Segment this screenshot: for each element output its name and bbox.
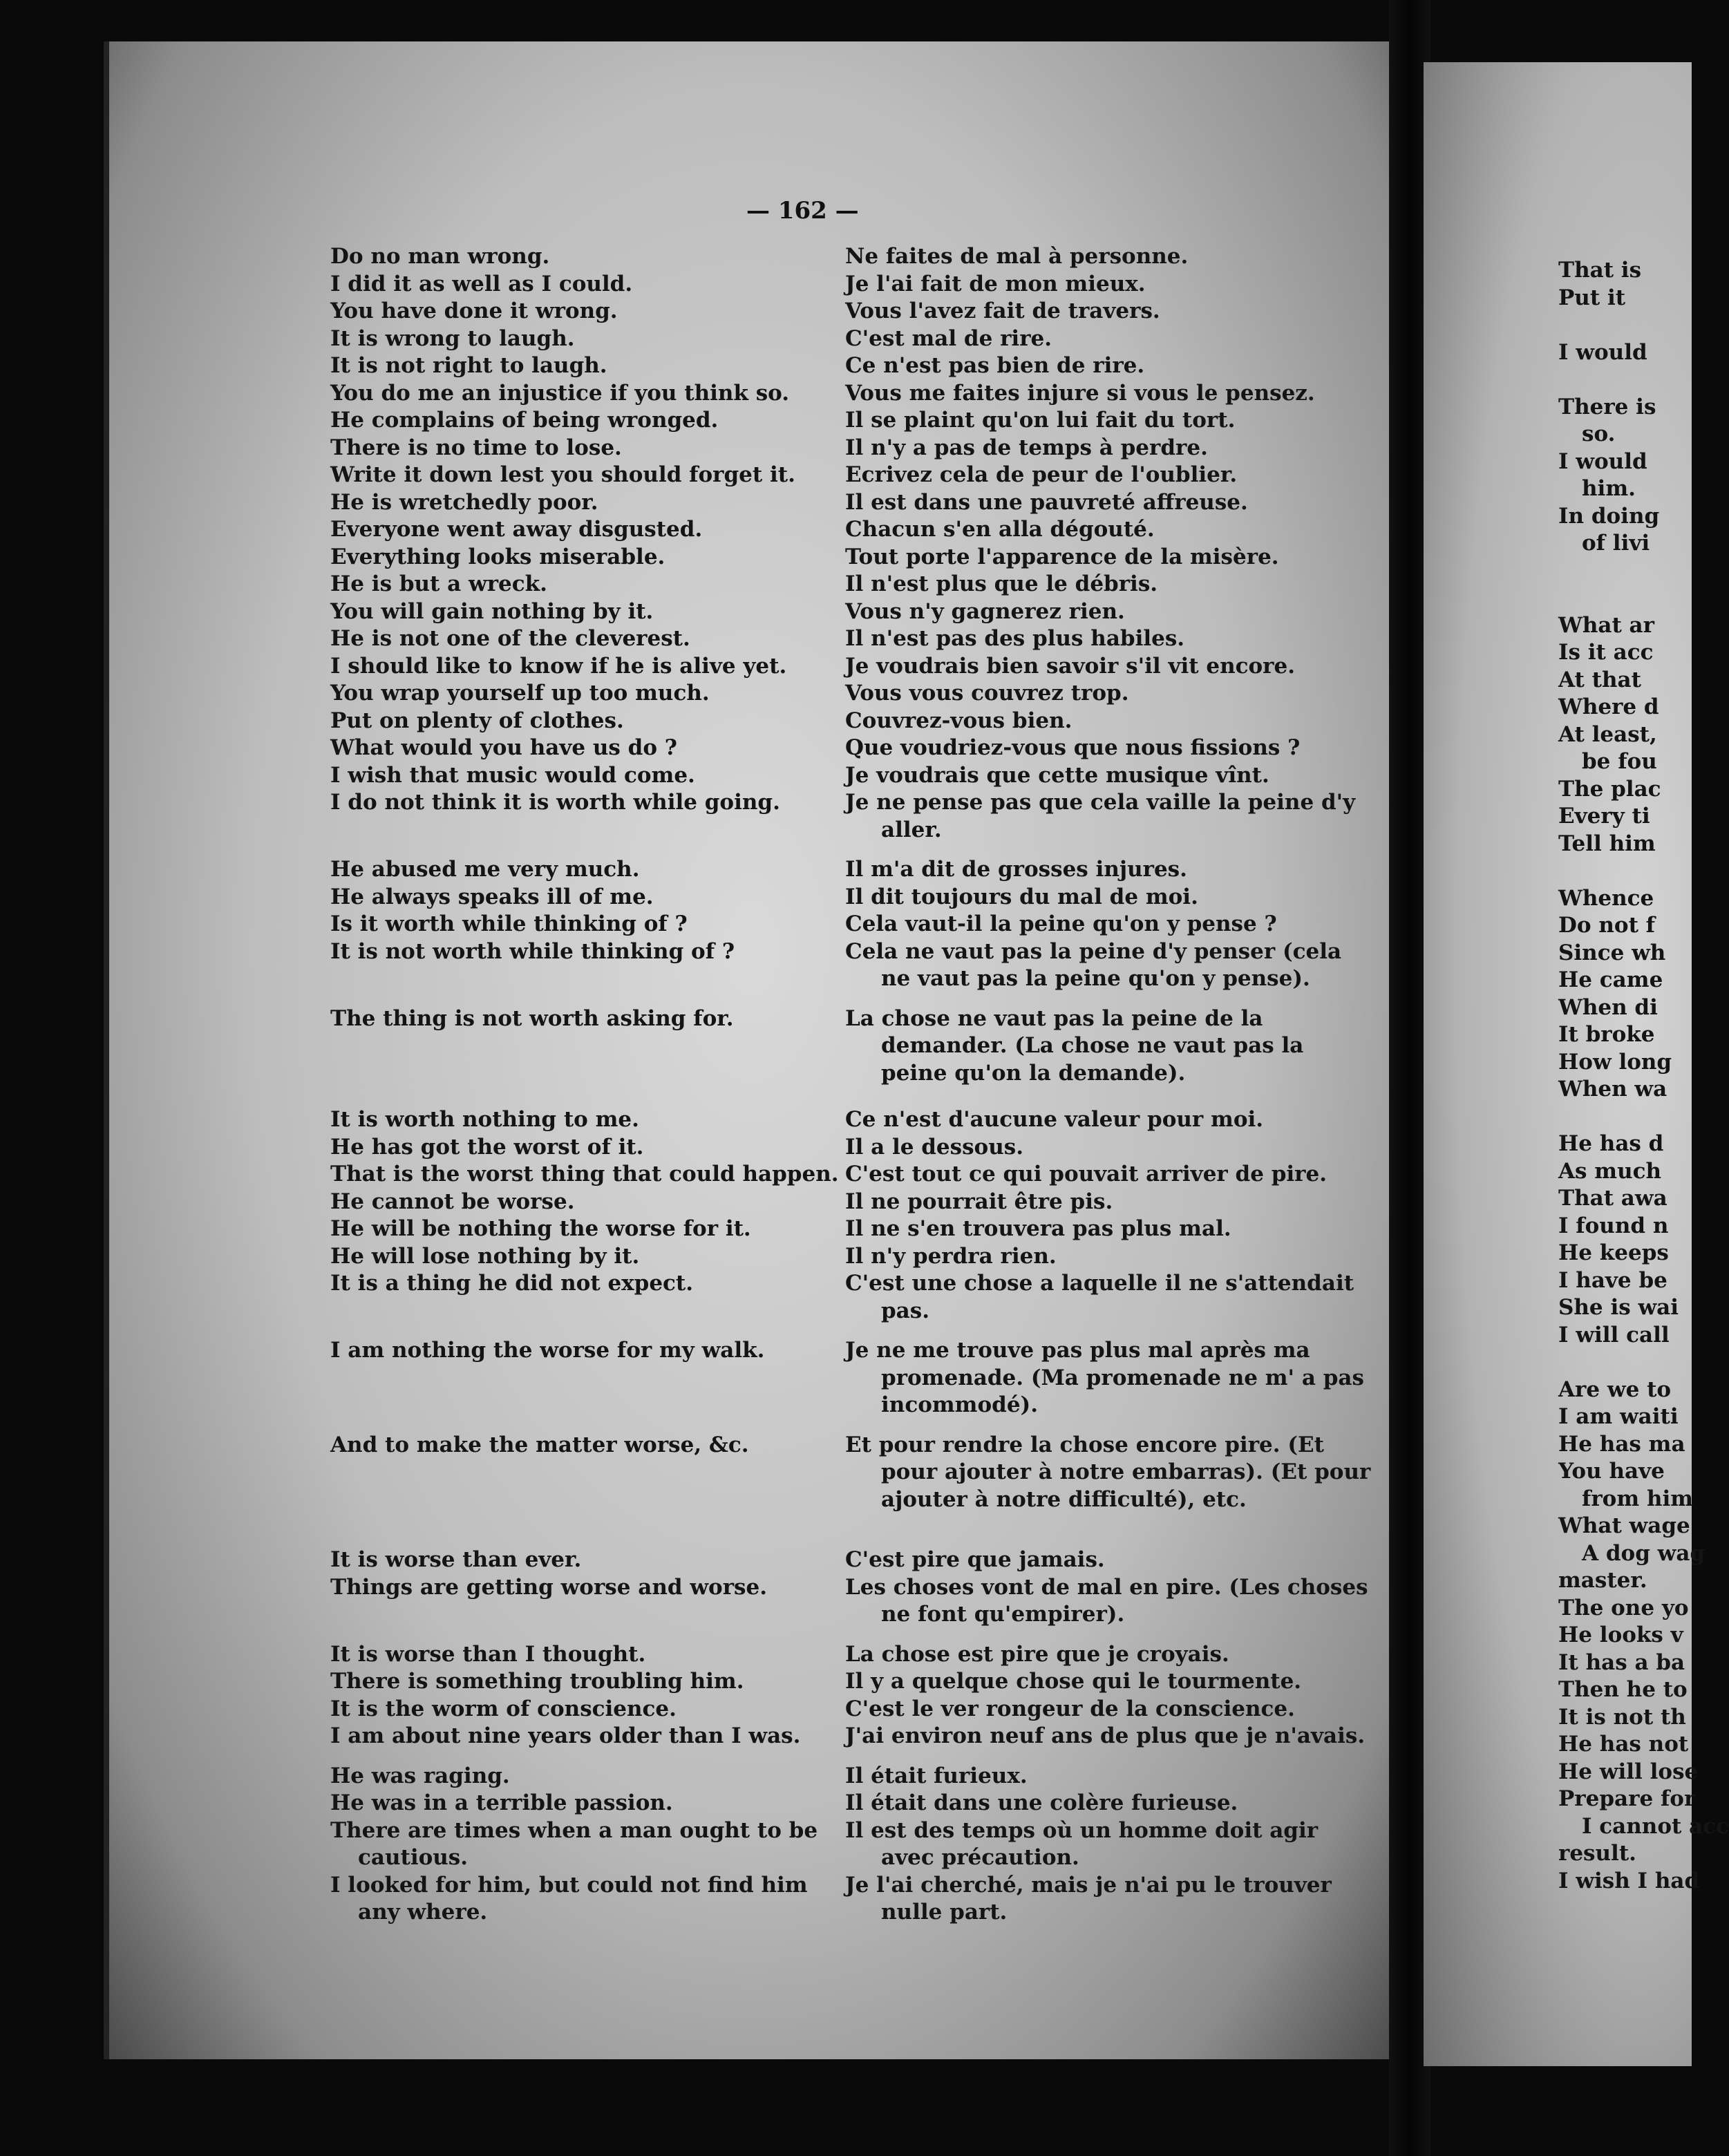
- french-phrase: C'est le ver rongeur de la conscience.: [845, 1696, 1295, 1721]
- french-phrase: Cela ne vaut pas la peine d'y penser (cela ne vaut pas la peine qu'on y pense).: [845, 938, 1342, 991]
- right-page-line: As much: [1558, 1158, 1662, 1184]
- right-page-line: Are we to: [1558, 1377, 1672, 1402]
- french-phrase: J'ai environ neuf ans de plus que je n'avais.: [845, 1723, 1366, 1748]
- english-phrase: It is worse than I thought.: [330, 1641, 646, 1667]
- phrase-row: [330, 762, 1395, 790]
- english-phrase: It is worse than ever.: [330, 1547, 582, 1572]
- phrase-row: [330, 1270, 1395, 1325]
- right-page-line: I wish I had: [1558, 1868, 1700, 1893]
- english-phrase: The thing is not worth asking for.: [330, 1005, 734, 1031]
- phrase-row: [330, 1547, 1395, 1574]
- right-page-line: He has d: [1558, 1131, 1664, 1156]
- french-phrase: Je voudrais bien savoir s'il vit encore.: [845, 653, 1296, 679]
- english-phrase: You do me an injustice if you think so.: [330, 380, 790, 406]
- right-page-line: I will call: [1558, 1322, 1670, 1348]
- phrase-row: [330, 1216, 1395, 1243]
- english-phrase: Write it down lest you should forget it.: [330, 462, 795, 487]
- phrase-row: [330, 544, 1395, 571]
- french-phrase: Il n'est pas des plus habiles.: [845, 626, 1185, 651]
- english-phrase: You wrap yourself up too much.: [330, 681, 710, 706]
- phrase-row: [330, 708, 1395, 735]
- english-phrase: I wish that music would come.: [330, 762, 695, 788]
- english-phrase: I should like to know if he is alive yet.: [330, 653, 787, 679]
- phrase-row: [330, 1005, 1395, 1088]
- right-page-line: He came: [1558, 967, 1663, 992]
- french-phrase: Je ne pense pas que cela vaille la peine d'y aller.: [845, 790, 1356, 842]
- english-phrase: He is wretchedly poor.: [330, 489, 598, 515]
- french-phrase: Vous me faites injure si vous le pensez.: [845, 380, 1315, 406]
- phrase-row: [330, 1817, 1395, 1872]
- french-phrase: La chose est pire que je croyais.: [845, 1641, 1229, 1667]
- english-phrase: There is no time to lose.: [330, 435, 622, 460]
- french-phrase: La chose ne vaut pas la peine de la demander. (La chose ne vaut pas la peine qu'on la demande).: [845, 1005, 1304, 1086]
- french-phrase: C'est pire que jamais.: [845, 1547, 1105, 1572]
- french-phrase: Couvrez-vous bien.: [845, 708, 1073, 733]
- french-phrase: Il est des temps où un homme doit agir avec précaution.: [845, 1817, 1319, 1870]
- french-phrase: Ce n'est d'aucune valeur pour moi.: [845, 1107, 1264, 1132]
- right-page-line: It is not th: [1558, 1704, 1686, 1730]
- french-phrase: Chacun s'en alla dégouté.: [845, 517, 1155, 542]
- english-phrase: That is the worst thing that could happen.: [330, 1162, 839, 1186]
- english-phrase: And to make the matter worse, &c.: [330, 1432, 749, 1457]
- french-phrase: Il dit toujours du mal de moi.: [845, 884, 1198, 909]
- phrase-row: [330, 1106, 1395, 1134]
- english-phrase: You have done it wrong.: [330, 299, 618, 323]
- right-page-line: What wage: [1558, 1513, 1690, 1538]
- english-phrase: What would you have us do ?: [330, 735, 677, 760]
- phrase-row: [330, 380, 1395, 408]
- phrase-row: [330, 856, 1395, 884]
- french-phrase: Vous vous couvrez trop.: [845, 681, 1129, 706]
- english-phrase: He complains of being wronged.: [330, 408, 719, 433]
- phrase-row: [330, 789, 1395, 844]
- phrase-row: [330, 325, 1395, 353]
- right-page-text: [1558, 257, 1729, 1895]
- english-phrase: Do no man wrong.: [330, 244, 550, 269]
- french-phrase: Cela vaut-il la peine qu'on y pense ?: [845, 911, 1277, 936]
- right-page-line: He will lose: [1558, 1759, 1699, 1784]
- french-phrase: Je ne me trouve pas plus mal après ma promenade. (Ma promenade ne m' a pas incommodé).: [845, 1338, 1364, 1417]
- english-phrase: Things are getting worse and worse.: [330, 1574, 768, 1600]
- right-page-line: [1558, 558, 1697, 585]
- english-phrase: He has got the worst of it.: [330, 1134, 644, 1160]
- right-page-line: so.: [1582, 422, 1616, 446]
- english-phrase: He abused me very much.: [330, 857, 640, 882]
- english-phrase: It is not worth while thinking of ?: [330, 938, 735, 964]
- english-phrase: It is wrong to laugh.: [330, 325, 575, 351]
- right-page-line: The one yo: [1558, 1595, 1689, 1620]
- english-phrase: Everything looks miserable.: [330, 544, 665, 569]
- phrase-row: [330, 1432, 1395, 1514]
- right-page-line: He has not: [1558, 1732, 1689, 1757]
- french-phrase: Vous l'avez fait de travers.: [845, 299, 1160, 323]
- phrase-row: [330, 1872, 1395, 1927]
- right-page-line: [1558, 1104, 1697, 1131]
- right-page-line: In doing: [1558, 503, 1660, 529]
- english-phrase: He cannot be worse.: [330, 1189, 575, 1214]
- right-page-line: result.: [1558, 1841, 1636, 1866]
- right-page-line: Tell him: [1558, 831, 1656, 856]
- french-phrase: Ce n'est pas bien de rire.: [845, 353, 1145, 378]
- phrase-row: [330, 271, 1395, 299]
- phrase-row: [330, 1189, 1395, 1216]
- phrase-row: [330, 1790, 1395, 1817]
- right-page-line: I would: [1558, 448, 1647, 474]
- right-page-line: I found n: [1558, 1213, 1669, 1238]
- right-page-line: I cannot acc: [1582, 1813, 1729, 1839]
- phrase-row: [330, 243, 1395, 271]
- right-page-line: He looks v: [1558, 1623, 1683, 1647]
- phrase-row: [330, 1574, 1395, 1629]
- french-phrase: Je l'ai fait de mon mieux.: [845, 271, 1146, 296]
- right-page-line: I have be: [1558, 1267, 1667, 1293]
- french-phrase: Il ne s'en trouvera pas plus mal.: [845, 1216, 1231, 1241]
- french-phrase: C'est une chose a laquelle il ne s'attendait pas.: [845, 1271, 1354, 1323]
- phrase-row: [330, 1243, 1395, 1271]
- right-page-line: be fou: [1582, 749, 1657, 774]
- english-phrase: He was raging.: [330, 1763, 510, 1788]
- french-phrase: Et pour rendre la chose encore pire. (Et pour ajouter à notre embarras). (Et pour ajouter à notre difficulté), etc.: [845, 1432, 1371, 1512]
- right-page-line: Then he to: [1558, 1677, 1688, 1702]
- french-phrase: C'est tout ce qui pouvait arriver de pire.: [845, 1162, 1328, 1186]
- english-phrase: It is a thing he did not expect.: [330, 1271, 694, 1296]
- french-phrase: Les choses vont de mal en pire. (Les choses ne font qu'empirer).: [845, 1574, 1368, 1627]
- phrase-row: [330, 298, 1395, 325]
- english-phrase: I looked for him, but could not find him any where.: [330, 1872, 808, 1925]
- phrase-row: [330, 598, 1395, 626]
- english-phrase: It is the worm of conscience.: [330, 1696, 677, 1721]
- right-page-line: Is it acc: [1558, 640, 1654, 665]
- english-phrase: I am nothing the worse for my walk.: [330, 1338, 765, 1363]
- english-phrase: It is not right to laugh.: [330, 353, 607, 378]
- right-page-line: Put it: [1558, 285, 1626, 310]
- right-page-line: him.: [1582, 476, 1636, 501]
- phrase-row: [330, 625, 1395, 653]
- right-page-line: It broke: [1558, 1022, 1655, 1047]
- right-page-line: [1558, 312, 1697, 339]
- french-phrase: Il était dans une colère furieuse.: [845, 1790, 1238, 1815]
- english-phrase: There are times when a man ought to be cautious.: [330, 1817, 818, 1870]
- phrase-row: [330, 938, 1395, 993]
- right-page-line: That is: [1558, 258, 1642, 283]
- right-page-line: Every ti: [1558, 804, 1650, 829]
- right-page-line: I would: [1558, 339, 1647, 365]
- right-page-line: At that: [1558, 667, 1641, 692]
- right-page-line: Do not f: [1558, 913, 1656, 938]
- french-phrase: Que voudriez-vous que nous fissions ?: [845, 735, 1301, 760]
- phrase-row: [330, 911, 1395, 938]
- french-phrase: Il n'y a pas de temps à perdre.: [845, 435, 1208, 460]
- right-page-line: [1558, 585, 1697, 612]
- right-page-line: At least,: [1558, 721, 1657, 747]
- french-phrase: Il ne pourrait être pis.: [845, 1189, 1113, 1214]
- phrase-row: [330, 489, 1395, 517]
- french-phrase: Il n'y perdra rien.: [845, 1243, 1057, 1269]
- right-page-line: There is: [1558, 394, 1656, 419]
- right-page-line: [1558, 1349, 1697, 1377]
- right-page-line: [1558, 858, 1697, 885]
- phrase-row: [330, 1161, 1395, 1189]
- phrase-row: [330, 735, 1395, 762]
- french-phrase: C'est mal de rire.: [845, 325, 1052, 351]
- english-phrase: He is not one of the cleverest.: [330, 626, 690, 651]
- phrase-row: [330, 352, 1395, 380]
- phrase-row: [330, 1723, 1395, 1750]
- french-phrase: Il a le dessous.: [845, 1134, 1024, 1160]
- phrase-row: [330, 1696, 1395, 1723]
- english-phrase: He always speaks ill of me.: [330, 884, 654, 909]
- right-page-line: [1558, 366, 1697, 394]
- right-page-line: master.: [1558, 1568, 1647, 1593]
- right-page-line: How long: [1558, 1049, 1672, 1075]
- english-phrase: I did it as well as I could.: [330, 271, 633, 296]
- right-page-line: It has a ba: [1558, 1649, 1685, 1675]
- french-phrase: Ne faites de mal à personne.: [845, 244, 1189, 269]
- english-phrase: You will gain nothing by it.: [330, 598, 654, 624]
- french-phrase: Il y a quelque chose qui le tourmente.: [845, 1669, 1302, 1694]
- right-page-line: What ar: [1558, 612, 1654, 638]
- right-page-line: A dog wag: [1582, 1540, 1706, 1566]
- page-number: — 162 —: [746, 197, 859, 225]
- right-page-line: When wa: [1558, 1077, 1667, 1101]
- phrase-row: [330, 407, 1395, 435]
- right-page-line: When di: [1558, 994, 1658, 1020]
- right-page-line: You have: [1558, 1459, 1665, 1484]
- french-phrase: Il est dans une pauvreté affreuse.: [845, 489, 1248, 515]
- phrase-row: [330, 1668, 1395, 1696]
- right-page-line: That awa: [1558, 1186, 1667, 1211]
- right-page-line: from him: [1582, 1486, 1694, 1511]
- english-phrase: It is worth nothing to me.: [330, 1107, 639, 1132]
- phrase-row: [330, 1763, 1395, 1790]
- right-page-line: I am waiti: [1558, 1404, 1679, 1429]
- english-phrase: Everyone went away disgusted.: [330, 517, 703, 542]
- right-page-line: Prepare for: [1558, 1786, 1696, 1811]
- phrase-row: [330, 435, 1395, 462]
- french-phrase: Vous n'y gagnerez rien.: [845, 598, 1125, 624]
- french-phrase: Il n'est plus que le débris.: [845, 571, 1158, 596]
- english-phrase: He was in a terrible passion.: [330, 1790, 673, 1815]
- right-page-line: Whence: [1558, 885, 1654, 911]
- french-phrase: Ecrivez cela de peur de l'oublier.: [845, 462, 1238, 487]
- right-page-line: He keeps: [1558, 1240, 1669, 1265]
- right-page-line: Where d: [1558, 694, 1659, 719]
- phrase-row: [330, 680, 1395, 708]
- right-page-line: Since wh: [1558, 940, 1666, 965]
- french-phrase: Il m'a dit de grosses injures.: [845, 857, 1187, 882]
- french-phrase: Je voudrais que cette musique vînt.: [845, 762, 1269, 788]
- right-page-line: of livi: [1582, 531, 1650, 556]
- english-phrase: He is but a wreck.: [330, 571, 547, 596]
- french-phrase: Il était furieux.: [845, 1763, 1028, 1788]
- phrase-row: [330, 884, 1395, 911]
- phrase-table: [330, 243, 1395, 1927]
- english-phrase: He will be nothing the worse for it.: [330, 1216, 751, 1241]
- phrase-row: [330, 516, 1395, 544]
- french-phrase: Il se plaint qu'on lui fait du tort.: [845, 408, 1236, 433]
- phrase-row: [330, 462, 1395, 489]
- right-page-line: He has ma: [1558, 1431, 1685, 1457]
- english-phrase: There is something troubling him.: [330, 1669, 744, 1694]
- phrase-row: [330, 1641, 1395, 1669]
- phrase-row: [330, 1134, 1395, 1162]
- phrase-row: [330, 1337, 1395, 1419]
- french-phrase: Tout porte l'apparence de la misère.: [845, 544, 1279, 569]
- english-phrase: Is it worth while thinking of ?: [330, 911, 688, 936]
- english-phrase: Put on plenty of clothes.: [330, 708, 624, 733]
- english-phrase: I am about nine years older than I was.: [330, 1723, 801, 1748]
- right-page-line: She is wai: [1558, 1295, 1679, 1320]
- english-phrase: He will lose nothing by it.: [330, 1243, 640, 1269]
- phrase-row: [330, 571, 1395, 598]
- french-phrase: Je l'ai cherché, mais je n'ai pu le trouver nulle part.: [845, 1872, 1332, 1925]
- right-page-line: The plac: [1558, 776, 1661, 802]
- english-phrase: I do not think it is worth while going.: [330, 790, 780, 815]
- phrase-row: [330, 653, 1395, 681]
